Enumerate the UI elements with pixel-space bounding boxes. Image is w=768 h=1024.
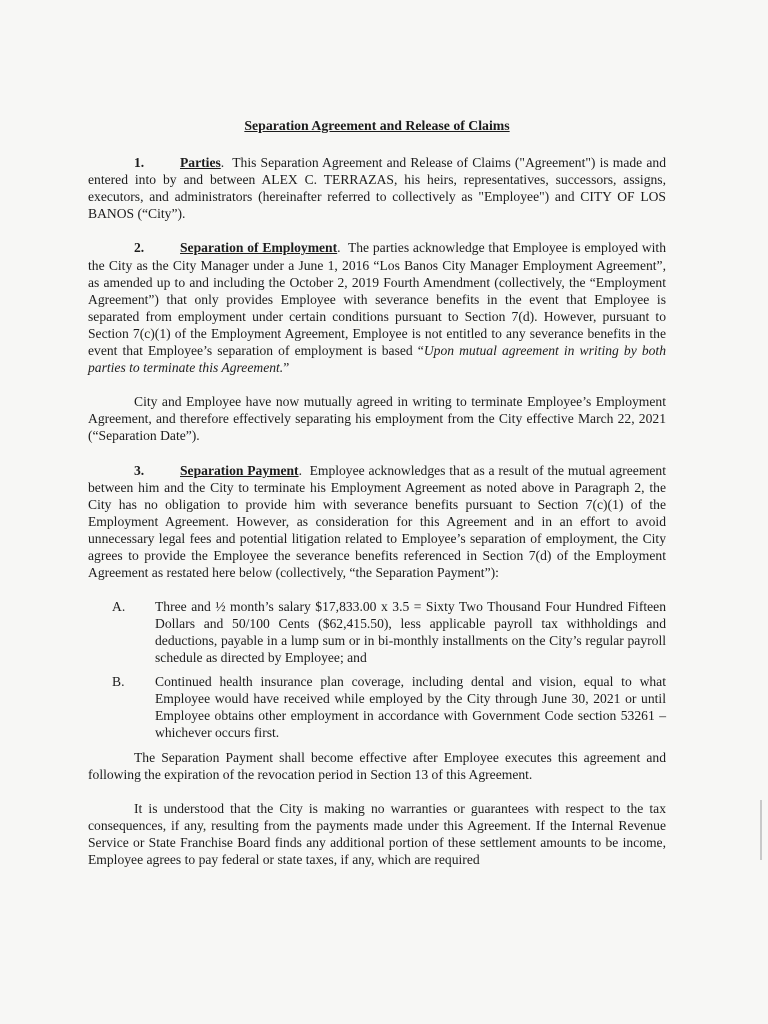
list-item-text: Continued health insurance plan coverage, including dental and vision, equal to what Employee would have received while employed by the City through June 30, 2021 or until Employee obtains other employment in accordance with Government Code section 53261 – whichever occurs first. bbox=[155, 673, 666, 740]
heading-period: . bbox=[220, 155, 225, 171]
list-item-text: Three and ½ month’s salary $17,833.00 x 3.5 = Sixty Two Thousand Four Hundred Fifteen Dollars and 50/100 Cents ($62,415.50), less applicable payroll tax withholdings and deductions, payable in a lump sum or in bi-monthly installments on the City’s regular payroll schedule as directed by Employee; and bbox=[155, 599, 666, 666]
list-marker: B. bbox=[112, 673, 125, 689]
section-number: 2. bbox=[134, 240, 145, 256]
document-title: Separation Agreement and Release of Claims bbox=[244, 118, 510, 133]
section-text: The parties acknowledge that Employee is employed with the City as the City Manager under a June 1, 2016 “Los Banos City Manager Employment Agreement”, as amended up to and including the October 2, 2019 Fourth Amendment (collectively, the “Employment Agreement”) that only provides Employee with severance benefits in the event that Employee is separated from employment under certain conditions pursuant to Section 7(d). However, pursuant to Section 7(c)(1) of the Employment Agreement, Employee is not entitled to any severance benefits in the event that Employee’s separation of employment is based “ bbox=[88, 240, 666, 359]
section-number: 1. bbox=[134, 155, 145, 171]
paragraph-tax: It is understood that the City is making no warranties or guarantees with respect to the tax consequences, if any, resulting from the payments made under this Agreement. If the Internal Revenue Service or State Franchise Board finds any additional portion of these settlement amounts to be income, Employee agrees to pay federal or state taxes, if any, which are required bbox=[88, 801, 666, 868]
section-text: Employee acknowledges that as a result of the mutual agreement between him and the City to terminate his Employment Agreement as noted above in Paragraph 2, the City has no obligation to provide him with severance benefits pursuant to Section 7(c)(1) of the Employment Agreement. However, as consideration for this Agreement and in an effort to avoid unnecessary legal fees and potential litigation related to Employee’s separation of employment, the City agrees to provide the Employee the severance benefits referenced in Section 7(d) of the Employment Agreement as restated here below (collectively, “the Separation Payment”): bbox=[88, 462, 666, 581]
section-3-separation-payment bbox=[88, 462, 666, 582]
paragraph-mutual-agreement: City and Employee have now mutually agreed in writing to terminate Employee’s Employment Agreement, and therefore effectively separating his employment from the City effective March 22, 2021 (“Separation Date”). bbox=[88, 394, 666, 444]
heading-period: . bbox=[298, 462, 302, 478]
payment-list bbox=[88, 598, 666, 741]
section-1-parties bbox=[88, 154, 666, 222]
section-text: This Separation Agreement and Release of Claims ("Agreement") is made and entered into by and between ALEX C. TERRAZAS, his heirs, representatives, successors, assigns, executors, and administrators (hereinafter referred to collectively as "Employee") and CITY OF LOS BANOS (“City”). bbox=[88, 155, 666, 222]
section-heading: Parties bbox=[180, 155, 221, 171]
section-2-separation-of-employment bbox=[88, 239, 666, 376]
list-item bbox=[112, 673, 666, 741]
heading-period: . bbox=[337, 240, 341, 256]
document-body bbox=[88, 117, 666, 885]
list-item bbox=[112, 598, 666, 666]
section-heading: Separation of Employment bbox=[180, 240, 338, 256]
section-number: 3. bbox=[134, 462, 145, 478]
list-marker: A. bbox=[112, 599, 126, 615]
closing-quote: ” bbox=[283, 360, 290, 376]
scan-edge-mark bbox=[760, 800, 762, 860]
paragraph-effective: The Separation Payment shall become effective after Employee executes this agreement and following the expiration of the revocation period in Section 13 of this Agreement. bbox=[88, 749, 666, 782]
section-heading: Separation Payment bbox=[180, 462, 299, 478]
quoted-clause: Upon mutual agreement in writing by both parties to terminate this Agreement. bbox=[88, 343, 666, 376]
